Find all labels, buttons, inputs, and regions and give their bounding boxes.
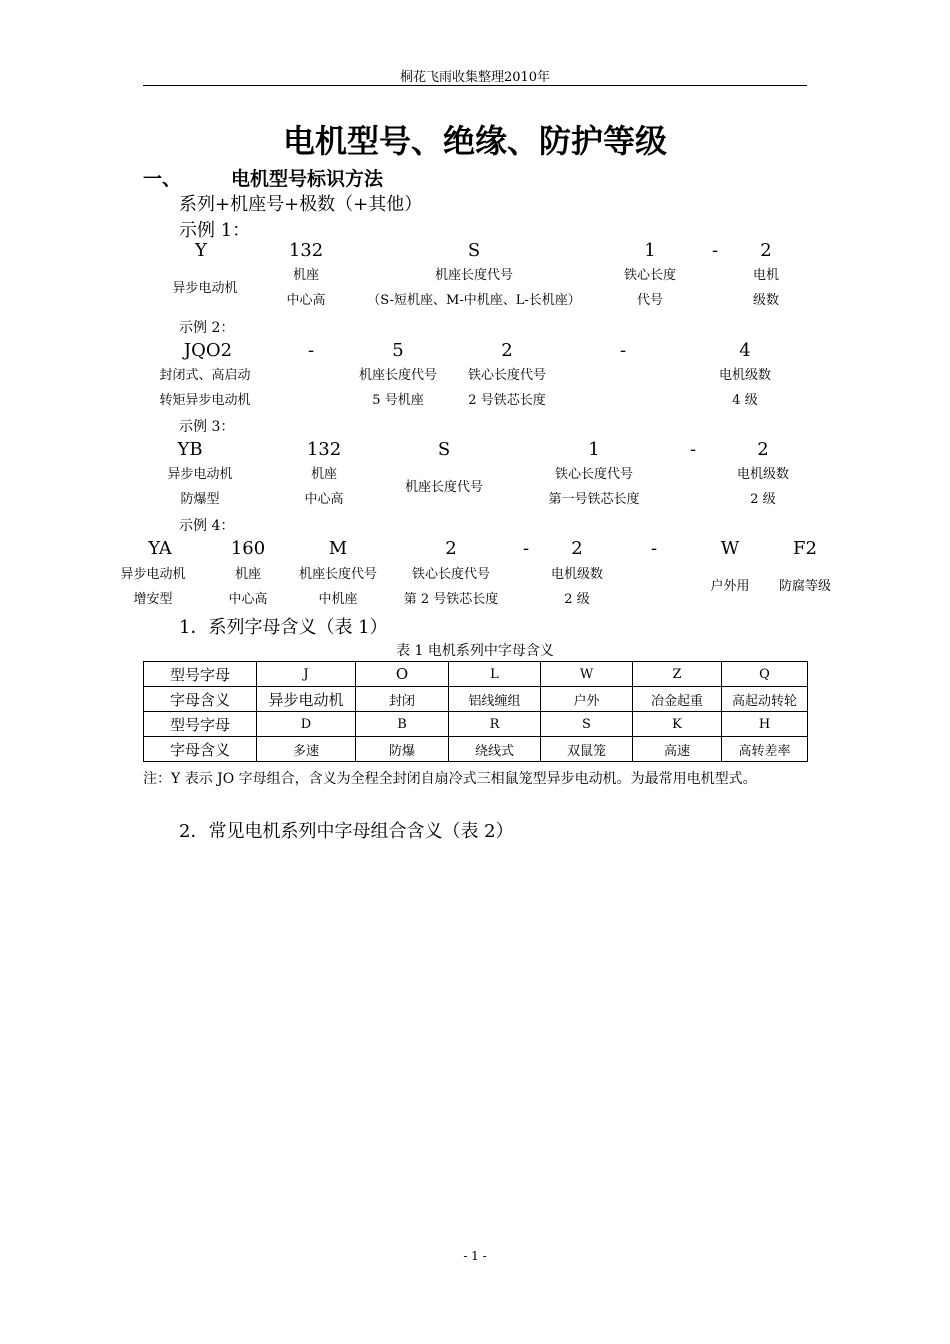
table-cell: K <box>633 712 722 737</box>
ex4-desc-frame-2: 中心高 <box>228 592 268 607</box>
table-cell: 多速 <box>257 737 356 762</box>
table-cell: D <box>257 712 356 737</box>
ex4-code-core: 2 <box>445 538 457 559</box>
table-header-cell: 字母含义 <box>144 687 257 712</box>
ex3-desc-core-2: 第一号铁芯长度 <box>548 492 640 507</box>
table-header-cell: 型号字母 <box>144 712 257 737</box>
ex2-desc-length-2: 5 号机座 <box>372 393 424 408</box>
table-cell: 异步电动机 <box>257 687 356 712</box>
ex2-desc-length-1: 机座长度代号 <box>358 368 437 383</box>
table-cell: 高起动转轮 <box>722 687 808 712</box>
table-cell: W <box>541 662 633 687</box>
page-header: 桐花飞雨收集整理2010年 <box>399 70 551 85</box>
header-rule <box>143 85 807 86</box>
ex2-desc-core-1: 铁心长度代号 <box>467 368 546 383</box>
table-cell: 铝线缠组 <box>449 687 541 712</box>
table-cell: 绕线式 <box>449 737 541 762</box>
ex2-code-length: 5 <box>392 340 404 361</box>
ex2-code-dash2: - <box>619 340 627 361</box>
table-cell: 防爆 <box>356 737 449 762</box>
ex4-code-length: M <box>328 538 348 559</box>
subsection-1-heading: 1．系列字母含义（表 1） <box>179 617 388 638</box>
ex2-desc-poles-2: 4 级 <box>732 393 758 408</box>
table-cell: O <box>356 662 449 687</box>
ex4-code-series: YA <box>148 538 172 559</box>
ex4-desc-core-1: 铁心长度代号 <box>411 567 490 582</box>
table-cell: B <box>356 712 449 737</box>
ex4-desc-core-2: 第 2 号铁芯长度 <box>403 592 499 607</box>
ex1-code-frame: 132 <box>288 240 324 261</box>
ex2-code-dash1: - <box>307 340 315 361</box>
document-title: 电机型号、绝缘、防护等级 <box>282 122 667 160</box>
ex3-code-core: 1 <box>588 439 600 460</box>
ex4-desc-frame-1: 机座 <box>234 567 261 582</box>
ex1-desc-core-1: 铁心长度 <box>623 268 676 283</box>
ex1-desc-length-1: 机座长度代号 <box>434 268 513 283</box>
table1-note: 注：Y 表示 JO 字母组合，含义为全程全封闭自扇冷式三相鼠笼型异步电动机。为最常用电机型式。 <box>143 771 757 787</box>
ex1-desc-poles-1: 电机 <box>752 268 779 283</box>
table-cell: L <box>449 662 541 687</box>
ex1-desc-length-2: （S-短机座、M-中机座、L-长机座） <box>367 293 581 308</box>
table-row <box>144 687 808 712</box>
ex4-desc-outdoor: 户外用 <box>710 579 750 594</box>
ex3-desc-series-2: 防爆型 <box>180 492 220 507</box>
ex3-desc-poles-2: 2 级 <box>750 492 776 507</box>
example4-label: 示例 4： <box>179 518 235 534</box>
ex1-code-core: 1 <box>644 240 656 261</box>
ex3-desc-series-1: 异步电动机 <box>167 467 233 482</box>
ex3-desc-frame-1: 机座 <box>310 467 337 482</box>
ex1-desc-frame-1: 机座 <box>292 268 319 283</box>
table-cell: 双鼠笼 <box>541 737 633 762</box>
table-cell: H <box>722 712 808 737</box>
table-cell: 封闭 <box>356 687 449 712</box>
ex4-desc-series-2: 增安型 <box>133 592 173 607</box>
ex3-code-frame: 132 <box>306 439 342 460</box>
ex1-desc-frame-2: 中心高 <box>286 293 326 308</box>
ex1-desc-core-2: 代号 <box>636 293 663 308</box>
ex4-desc-poles-2: 2 级 <box>564 592 590 607</box>
table1-caption: 表 1 电机系列中字母含义 <box>396 643 554 659</box>
ex2-desc-series-2: 转矩异步电动机 <box>159 393 251 408</box>
table-cell: Q <box>722 662 808 687</box>
section-number: 一、 <box>143 168 182 190</box>
table-row <box>144 737 808 762</box>
table-row <box>144 662 808 687</box>
ex3-code-poles: 2 <box>757 439 769 460</box>
table-cell: 冶金起重 <box>633 687 722 712</box>
ex2-code-poles: 4 <box>739 340 751 361</box>
ex1-code-dash: - <box>711 240 719 261</box>
ex3-desc-frame-2: 中心高 <box>304 492 344 507</box>
example3-label: 示例 3： <box>179 419 235 435</box>
ex3-code-dash: - <box>689 439 697 460</box>
ex4-code-anticorrosion: F2 <box>793 538 817 559</box>
ex1-desc-poles-2: 级数 <box>752 293 779 308</box>
ex4-code-outdoor: W <box>720 538 740 559</box>
ex2-desc-series-1: 封闭式、高启动 <box>159 368 251 383</box>
subsection-2-heading: 2．常见电机系列中字母组合含义（表 2） <box>179 821 514 842</box>
table-cell: 户外 <box>541 687 633 712</box>
ex3-desc-core-1: 铁心长度代号 <box>554 467 633 482</box>
table-header-cell: 字母含义 <box>144 737 257 762</box>
table-cell: S <box>541 712 633 737</box>
table-header-cell: 型号字母 <box>144 662 257 687</box>
ex2-desc-core-2: 2 号铁芯长度 <box>468 393 546 408</box>
table-cell: 高转差率 <box>722 737 808 762</box>
example1-label: 示例 1： <box>179 220 251 241</box>
ex4-code-frame: 160 <box>230 538 266 559</box>
ex4-code-dash2: - <box>650 538 658 559</box>
letter-meaning-table <box>143 661 808 762</box>
ex4-code-poles: 2 <box>571 538 583 559</box>
ex3-desc-poles-1: 电机级数 <box>736 467 789 482</box>
ex3-code-length: S <box>437 439 451 460</box>
ex2-code-series: JQO2 <box>183 340 233 361</box>
ex4-desc-length-2: 中机座 <box>318 592 358 607</box>
ex1-code-poles: 2 <box>760 240 772 261</box>
table-cell: J <box>257 662 356 687</box>
ex1-desc-series: 异步电动机 <box>172 281 238 296</box>
section-heading: 电机型号标识方法 <box>231 168 384 190</box>
ex2-desc-poles-1: 电机级数 <box>718 368 771 383</box>
ex3-code-series: YB <box>177 439 203 460</box>
ex4-desc-poles-1: 电机级数 <box>550 567 603 582</box>
ex4-code-dash1: - <box>522 538 530 559</box>
ex1-code-length: S <box>467 240 481 261</box>
table-row <box>144 712 808 737</box>
table-cell: 高速 <box>633 737 722 762</box>
table-cell: R <box>449 712 541 737</box>
ex3-desc-length: 机座长度代号 <box>404 480 483 495</box>
ex2-code-core: 2 <box>501 340 513 361</box>
model-formula: 系列+机座号+极数（+其他） <box>179 194 423 215</box>
table-cell: Z <box>633 662 722 687</box>
example2-label: 示例 2： <box>179 320 235 336</box>
ex4-desc-length-1: 机座长度代号 <box>298 567 377 582</box>
page-number: - 1 - <box>463 1249 487 1263</box>
ex4-desc-anticorrosion: 防腐等级 <box>778 579 831 594</box>
ex1-code-series: Y <box>195 240 207 261</box>
ex4-desc-series-1: 异步电动机 <box>120 567 186 582</box>
